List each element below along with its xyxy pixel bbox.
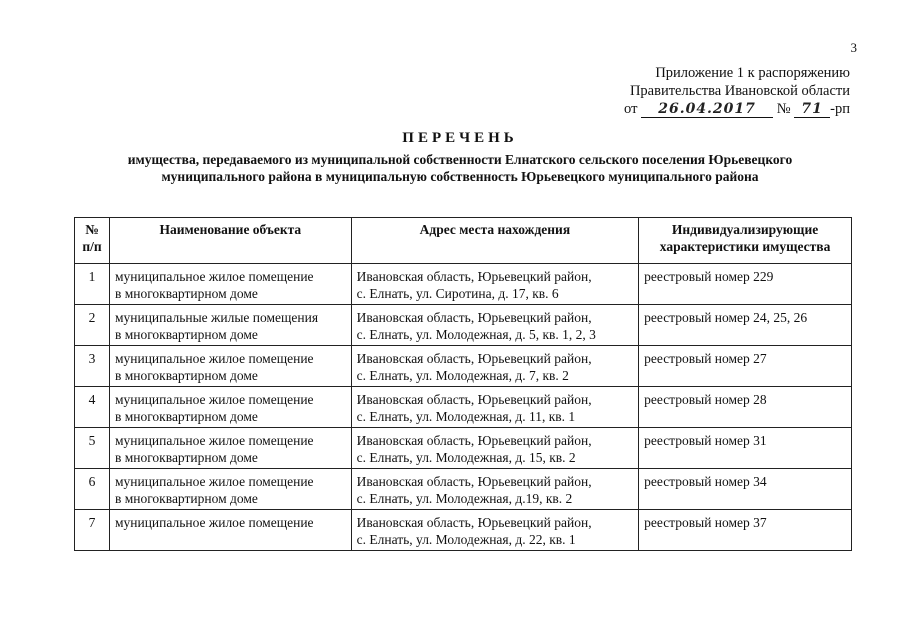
address-line-1: Ивановская область, Юрьевецкий район, (356, 351, 592, 366)
object-name-line-2: в многоквартирном доме (114, 409, 258, 424)
object-name-line-2: в многоквартирном доме (114, 450, 258, 465)
row-characteristics: реестровый номер 37 (639, 510, 852, 551)
subtitle-line-2: муниципального района в муниципальную собственность Юрьевецкого муниципального района (161, 169, 759, 184)
table-row (75, 469, 852, 510)
table-row (75, 346, 852, 387)
number-label: № (776, 101, 791, 117)
row-object-name (109, 469, 351, 510)
document-title (60, 130, 860, 185)
title-subtitle (60, 151, 860, 185)
object-name-line-2: в многоквартирном доме (114, 491, 258, 506)
object-name-line-2: в многоквартирном доме (114, 286, 258, 301)
row-object-name (109, 264, 351, 305)
row-number: 6 (75, 469, 110, 510)
row-address (351, 346, 638, 387)
object-name-line-1: муниципальное жилое помещение (114, 351, 314, 366)
table-row (75, 510, 852, 551)
row-number: 1 (75, 264, 110, 305)
header-name: Наименование объекта (109, 218, 351, 264)
appendix-line-1: Приложение 1 к распоряжению (655, 65, 850, 81)
address-line-2: с. Елнать, ул. Молодежная, д. 5, кв. 1, 2, 3 (356, 327, 596, 342)
row-number: 2 (75, 305, 110, 346)
row-number: 5 (75, 428, 110, 469)
header-address: Адрес места нахождения (351, 218, 638, 264)
object-name-line-1: муниципальные жилые помещения (114, 310, 319, 325)
address-line-1: Ивановская область, Юрьевецкий район, (356, 474, 592, 489)
row-address (351, 428, 638, 469)
address-line-1: Ивановская область, Юрьевецкий район, (356, 433, 592, 448)
table-row (75, 305, 852, 346)
address-line-2: с. Елнать, ул. Молодежная, д. 7, кв. 2 (356, 368, 569, 383)
page-number: 3 (850, 40, 857, 55)
address-line-1: Ивановская область, Юрьевецкий район, (356, 392, 592, 407)
number-suffix: -рп (830, 101, 850, 117)
property-table (74, 217, 852, 551)
row-address (351, 305, 638, 346)
row-object-name (109, 428, 351, 469)
object-name-line-1: муниципальное жилое помещение (114, 392, 314, 407)
from-label: от (624, 101, 638, 117)
appendix-date-line (624, 100, 850, 118)
subtitle-line-1: имущества, передаваемого из муниципальной собственности Елнатского сельского поселения Юрьевецкого (127, 152, 793, 167)
handwritten-date: 26.04.2017 (641, 102, 773, 118)
object-name-line-1: муниципальное жилое помещение (114, 515, 314, 530)
table-header-row (75, 218, 852, 264)
handwritten-number: 71 (794, 102, 830, 118)
address-line-2: с. Елнать, ул. Молодежная, д. 11, кв. 1 (356, 409, 576, 424)
header-num-line-2: п/п (82, 239, 102, 254)
table-row (75, 387, 852, 428)
table-row (75, 428, 852, 469)
row-characteristics: реестровый номер 27 (639, 346, 852, 387)
row-number: 3 (75, 346, 110, 387)
table-row (75, 264, 852, 305)
row-number: 7 (75, 510, 110, 551)
object-name-line-1: муниципальное жилое помещение (114, 474, 314, 489)
address-line-1: Ивановская область, Юрьевецкий район, (356, 269, 592, 284)
row-number: 4 (75, 387, 110, 428)
row-characteristics: реестровый номер 31 (639, 428, 852, 469)
object-name-line-2: в многоквартирном доме (114, 368, 258, 383)
address-line-2: с. Елнать, ул. Молодежная, д. 15, кв. 2 (356, 450, 576, 465)
row-characteristics: реестровый номер 229 (639, 264, 852, 305)
address-line-2: с. Елнать, ул. Сиротина, д. 17, кв. 6 (356, 286, 559, 301)
address-line-1: Ивановская область, Юрьевецкий район, (356, 310, 592, 325)
row-characteristics: реестровый номер 24, 25, 26 (639, 305, 852, 346)
row-object-name (109, 305, 351, 346)
address-line-1: Ивановская область, Юрьевецкий район, (356, 515, 592, 530)
header-char-line-1: Индивидуализирующие (671, 222, 819, 237)
object-name-line-1: муниципальное жилое помещение (114, 433, 314, 448)
appendix-line-2: Правительства Ивановской области (629, 83, 850, 99)
row-address (351, 264, 638, 305)
row-address (351, 469, 638, 510)
header-num-line-1: № (85, 222, 99, 237)
row-address (351, 510, 638, 551)
object-name-line-1: муниципальное жилое помещение (114, 269, 314, 284)
row-object-name (109, 510, 351, 551)
header-char-line-2: характеристики имущества (659, 239, 831, 254)
header-num (75, 218, 110, 264)
title-heading: ПЕРЕЧЕНЬ (402, 130, 518, 146)
row-address (351, 387, 638, 428)
address-line-2: с. Елнать, ул. Молодежная, д.19, кв. 2 (356, 491, 573, 506)
row-object-name (109, 387, 351, 428)
row-object-name (109, 346, 351, 387)
address-line-2: с. Елнать, ул. Молодежная, д. 22, кв. 1 (356, 532, 576, 547)
header-characteristics (639, 218, 852, 264)
row-characteristics: реестровый номер 28 (639, 387, 852, 428)
table-body (75, 264, 852, 551)
appendix-reference (624, 64, 850, 118)
row-characteristics: реестровый номер 34 (639, 469, 852, 510)
object-name-line-2: в многоквартирном доме (114, 327, 258, 342)
